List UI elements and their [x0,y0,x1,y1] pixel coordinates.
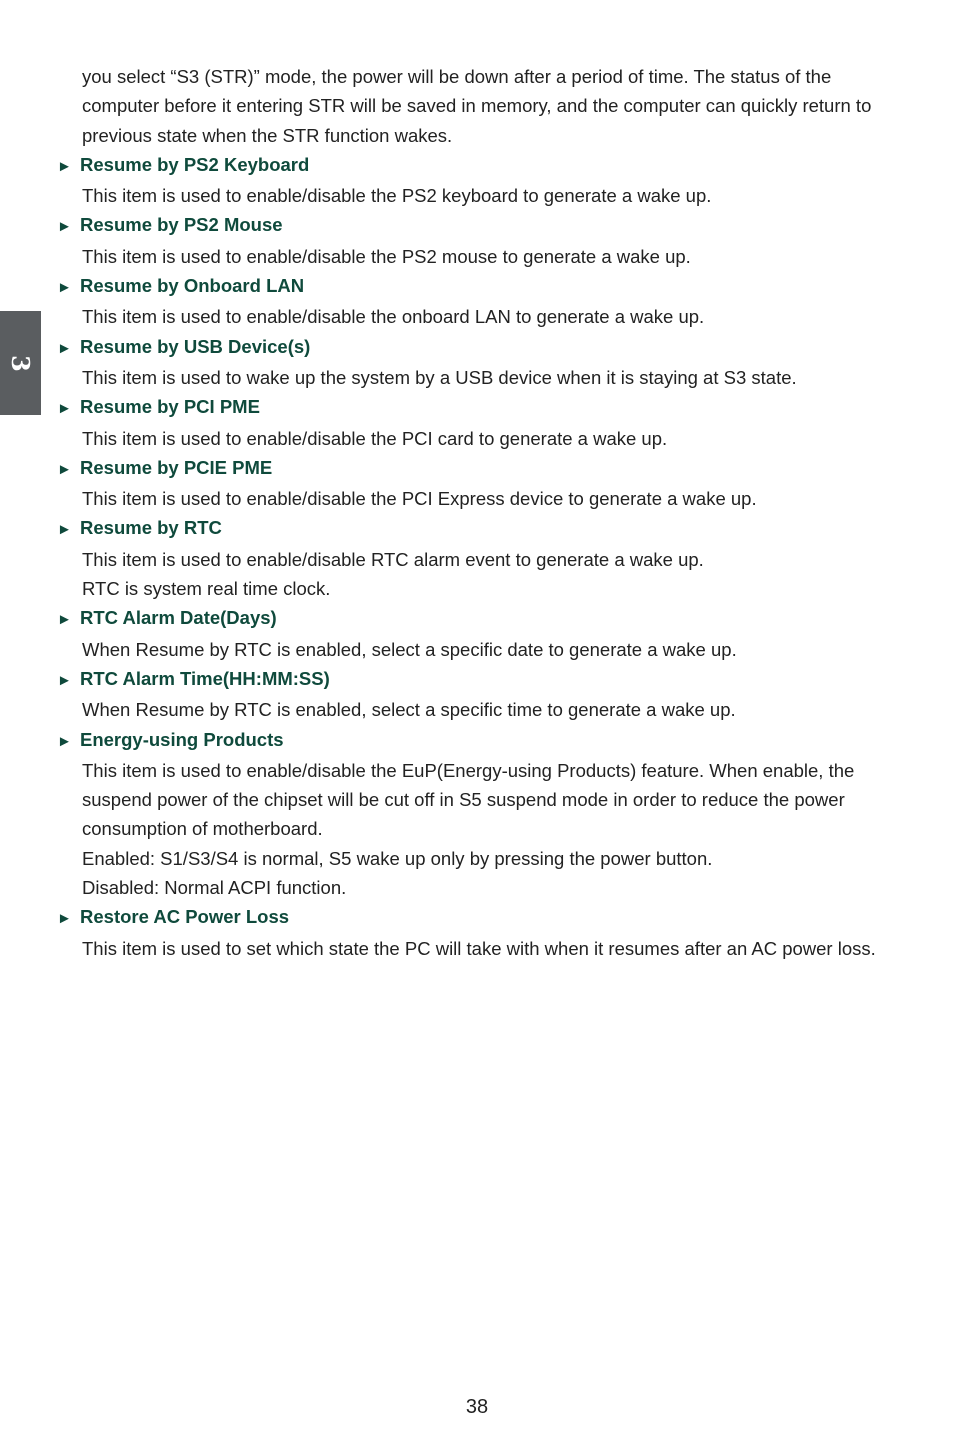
arrow-right-icon: ► [57,732,72,750]
section-resume-ps2-keyboard [57,150,902,211]
page-content [57,62,902,963]
section-rtc-alarm-time [57,664,902,725]
intro-paragraph: you select “S3 (STR)” mode, the power will be down after a period of time. The status of the computer before it entering STR will be saved in memory, and the computer can quickly return to previous state when the STR function wakes. [82,66,872,146]
arrow-right-icon: ► [57,339,72,357]
section-heading [57,332,902,363]
section-title: Resume by RTC [80,517,222,539]
section-paragraph: This item is used to wake up the system by a USB device when it is staying at S3 state. [82,366,797,388]
section-rtc-alarm-date [57,603,902,664]
arrow-right-icon: ► [57,218,72,236]
section-title: Resume by PCIE PME [80,456,273,478]
arrow-right-icon: ► [57,460,72,478]
section-paragraph: Enabled: S1/S3/S4 is normal, S5 wake up only by pressing the power button. [82,847,713,869]
section-paragraph: This item is used to enable/disable the onboard LAN to generate a wake up. [82,306,705,328]
section-paragraph: When Resume by RTC is enabled, select a specific time to generate a wake up. [82,699,736,721]
section-paragraph: This item is used to enable/disable the EuP(Energy-using Products) feature. When enable, the suspend power of the chipset will be cut off in S5 suspend mode in order to reduce the power consumption of motherboard. [82,759,855,840]
section-resume-pci-pme [57,392,902,453]
arrow-right-icon: ► [57,671,72,689]
section-heading [57,392,902,423]
section-heading [57,902,902,933]
arrow-right-icon: ► [57,157,72,175]
arrow-right-icon: ► [57,279,72,297]
section-resume-usb-devices [57,332,902,393]
page-number: 38 [465,1396,489,1418]
section-paragraph: RTC is system real time clock. [82,578,331,600]
section-title: RTC Alarm Time(HH:MM:SS) [80,667,330,689]
section-heading [57,725,902,756]
section-title: Resume by PCI PME [80,396,260,418]
section-paragraph: This item is used to enable/disable the PCI Express device to generate a wake up. [82,488,757,510]
section-paragraph: Disabled: Normal ACPI function. [82,877,347,899]
section-paragraph: This item is used to enable/disable the PS2 keyboard to generate a wake up. [82,185,712,207]
section-paragraph: When Resume by RTC is enabled, select a specific date to generate a wake up. [82,638,737,660]
section-title: Resume by PS2 Keyboard [80,153,310,175]
section-title: Energy-using Products [80,728,284,750]
section-title: Restore AC Power Loss [80,906,290,928]
arrow-right-icon: ► [57,611,72,629]
section-paragraph: This item is used to enable/disable the PCI card to generate a wake up. [82,427,668,449]
section-paragraph: This item is used to enable/disable RTC alarm event to generate a wake up. [82,548,704,570]
section-heading [57,453,902,484]
section-energy-using-products [57,725,902,903]
section-resume-pcie-pme [57,453,902,514]
section-paragraph: This item is used to set which state the PC will take with when it resumes after an AC power loss. [82,937,876,959]
section-resume-rtc [57,513,902,603]
section-heading [57,271,902,302]
section-heading [57,603,902,634]
section-title: Resume by PS2 Mouse [80,214,283,236]
section-title: Resume by USB Device(s) [80,335,311,357]
section-restore-ac-power-loss [57,902,902,963]
arrow-right-icon: ► [57,521,72,539]
section-heading [57,150,902,181]
section-paragraph: This item is used to enable/disable the PS2 mouse to generate a wake up. [82,245,691,267]
section-title: Resume by Onboard LAN [80,275,305,297]
chapter-number: 3 [5,354,35,372]
arrow-right-icon: ► [57,400,72,418]
section-heading [57,664,902,695]
chapter-tab [0,311,41,415]
section-heading [57,210,902,241]
section-title: RTC Alarm Date(Days) [80,607,277,629]
section-resume-onboard-lan [57,271,902,332]
section-resume-ps2-mouse [57,210,902,271]
arrow-right-icon: ► [57,910,72,928]
section-heading [57,513,902,544]
